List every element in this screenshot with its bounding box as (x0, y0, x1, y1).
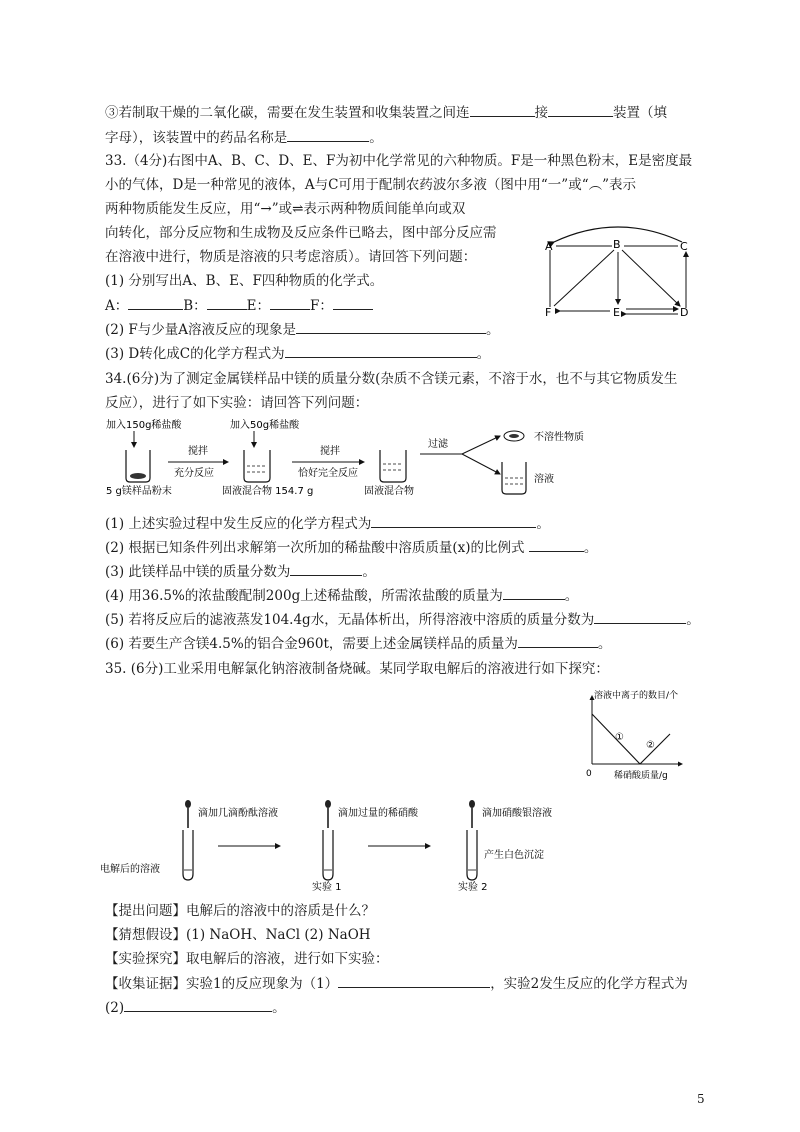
q34-experiment-figure (102, 414, 662, 498)
page-number: 5 (697, 1092, 705, 1106)
node-f: F (545, 306, 552, 319)
q32-text: 。 (369, 130, 383, 146)
add-hcl-150: 加入150g稀盐酸 (106, 420, 182, 431)
q35-label-2: (2) (105, 1000, 125, 1016)
q33-line1: 33.（4分)右图中A、B、C、D、E、F为初中化学常见的六种物质。F是一种黑色粉末，E是密度最 (105, 153, 693, 169)
answer-blank-a[interactable] (128, 296, 183, 310)
q33-sub3 (105, 344, 490, 363)
q35-evidence-2 (105, 998, 286, 1017)
answer-blank[interactable] (529, 538, 584, 552)
stir-2: 搅拌 (320, 446, 340, 457)
q34-line1: 34.(6分)为了测定金属镁样品中镁的质量分数(杂质不含镁元素，不溶于水，也不与其它物质发生 (105, 371, 678, 387)
dropper-2 (325, 800, 331, 828)
q34-sub5 (105, 610, 700, 629)
dropper-3 (469, 800, 475, 828)
answer-blank[interactable] (371, 514, 536, 528)
q32-text: 装置（填 (613, 105, 667, 121)
q32-line1 (105, 103, 667, 122)
mg-powder (130, 473, 146, 479)
react-2: 恰好完全反应 (298, 468, 358, 479)
period: 。 (272, 1000, 286, 1016)
q35-evidence-text: 【收集证据】实验1的反应现象为（1） (105, 976, 339, 992)
answer-blank[interactable] (548, 103, 613, 117)
label-b: B： (183, 298, 207, 314)
answer-blank[interactable] (338, 974, 490, 988)
q34-sub6-text: (6) 若要生产含镁4.5%的铝合金960t，需要上述金属镁样品的质量为 (105, 636, 518, 652)
q35-line1: 35. (6分)工业采用电解氯化钠溶液制备烧碱。某同学取电解后的溶液进行如下探究： (105, 661, 609, 677)
react-1: 充分反应 (174, 468, 214, 479)
filter-label: 过滤 (428, 439, 448, 450)
q32-text: 字母），该装置中的药品名称是 (105, 130, 288, 146)
test-tube-2 (323, 830, 333, 880)
period: 。 (564, 588, 579, 604)
mixture-2: 固液混合物 (364, 486, 414, 497)
branch-up (462, 436, 500, 454)
q33-sub2 (105, 320, 500, 339)
edge-b-f (554, 250, 614, 306)
solution-label: 溶液 (534, 474, 554, 485)
drop-phenolphthalein: 滴加几滴酚酞溶液 (198, 808, 278, 819)
q33-sub3-text: (3) D转化成C的化学方程式为 (105, 346, 285, 362)
test-tube-3 (467, 830, 477, 880)
q34-sub4 (105, 586, 578, 605)
answer-blank-b[interactable] (207, 296, 247, 310)
q32-line2 (105, 128, 383, 147)
q33-sub2-text: (2) F与少量A溶液反应的现象是 (105, 322, 297, 338)
node-d: D (680, 306, 689, 319)
y-axis-label: 溶液中离子的数目/个 (594, 691, 679, 701)
q33-line4: 向转化，部分反应物和生成物及反应条件已略去，图中部分反应需 (105, 225, 497, 241)
q33-line5: 在溶液中进行，物质是溶液的只考虑溶质）。请回答下列问题： (105, 249, 477, 265)
mark-2: ② (646, 740, 655, 751)
edge-b-d (622, 250, 680, 306)
answer-blank[interactable] (287, 128, 369, 142)
beaker-3 (380, 450, 406, 482)
stir-1: 搅拌 (188, 446, 208, 457)
q34-sub2-text: (2) 根据已知条件列出求解第一次所加的稀盐酸中溶质质量(x)的比例式 (105, 540, 525, 556)
answer-blank[interactable] (503, 586, 565, 600)
label-e: E： (246, 298, 271, 314)
x-axis-label: 稀硝酸质量/g (614, 771, 668, 781)
q34-line2: 反应），进行了如下实验：请回答下列问题： (105, 395, 369, 411)
q33-line3: 两种物质能发生反应，用“→”或⇌表示两种物质间能单向或双 (105, 201, 466, 217)
q34-sub3 (105, 562, 376, 581)
answer-blank[interactable] (290, 562, 362, 576)
q34-sub2 (105, 538, 597, 557)
exp1-label: 实验 1 (312, 882, 342, 892)
q32-text: ③若制取干燥的二氧化碳，需要在发生装置和收集装置之间连 (105, 105, 470, 121)
answer-blank-e[interactable] (270, 296, 310, 310)
q33-sub1: (1) 分别写出A、B、E、F四种物质的化学式。 (105, 273, 384, 289)
branch-down (462, 454, 500, 474)
q34-sub6 (105, 634, 611, 653)
node-e: E (613, 306, 620, 319)
period: 。 (583, 540, 598, 556)
q33-sub1-answers (105, 296, 373, 315)
q35-evidence-text2: ，实验2发生反应的化学方程式为 (490, 976, 688, 992)
period: 。 (486, 322, 500, 338)
add-hcl-50: 加入50g稀盐酸 (230, 420, 300, 431)
answer-blank[interactable] (594, 610, 686, 624)
start-solution-label: 电解后的溶液 (100, 864, 160, 875)
node-a: A (545, 240, 553, 253)
drop-silver-nitrate: 滴加硝酸银溶液 (482, 808, 552, 819)
q35-evidence (105, 974, 688, 993)
q35-apparatus (100, 796, 600, 892)
answer-blank-f[interactable] (333, 296, 373, 310)
mixture-1: 固液混合物 154.7 g (222, 486, 314, 497)
insoluble-solid (509, 434, 519, 438)
label-f: F： (310, 298, 333, 314)
period: 。 (597, 636, 612, 652)
q34-sub4-text: (4) 用36.5%的浓盐酸配制200g上述稀盐酸，所需浓盐酸的质量为 (105, 588, 503, 604)
q34-sub1-text: (1) 上述实验过程中发生反应的化学方程式为 (105, 516, 372, 532)
answer-blank[interactable] (296, 320, 486, 334)
q34-sub5-text: (5) 若将反应后的滤液蒸发104.4g水，无晶体析出，所得溶液中溶质的质量分数为 (105, 612, 595, 628)
node-b: B (613, 238, 621, 251)
q34-sub3-text: (3) 此镁样品中镁的质量分数为 (105, 564, 291, 580)
node-c: C (680, 240, 688, 253)
q35-question: 【提出问题】电解后的溶液中的溶质是什么？ (105, 903, 375, 919)
q33-line2: 小的气体，D是一种常见的液体，A与C可用于配制农药波尔多液（图中用“一”或“︵”表示 (105, 177, 637, 193)
period: 。 (686, 612, 700, 628)
q35-hypothesis: 【猜想假设】(1) NaOH、NaCl (2) NaOH (105, 927, 371, 943)
sample-label: 5 g镁样品粉末 (106, 486, 172, 497)
period: 。 (362, 564, 376, 580)
insoluble-label: 不溶性物质 (534, 432, 584, 443)
answer-blank[interactable] (124, 998, 272, 1012)
answer-blank[interactable] (518, 634, 598, 648)
answer-blank[interactable] (285, 344, 477, 358)
period: 。 (536, 516, 550, 532)
white-precipitate-label: 产生白色沉淀 (484, 850, 544, 861)
q35-experiment: 【实验探究】取电解后的溶液，进行如下实验： (105, 951, 389, 967)
exp2-label: 实验 2 (458, 882, 488, 892)
answer-blank[interactable] (470, 103, 535, 117)
q32-text: 接 (534, 105, 548, 121)
period: 。 (476, 346, 491, 362)
label-a: A： (105, 298, 129, 314)
origin-label: 0 (586, 769, 592, 779)
q33-relationship-diagram (540, 222, 700, 324)
mark-1: ① (615, 732, 624, 743)
test-tube-1 (183, 830, 193, 880)
dropper-1 (185, 800, 191, 828)
drop-nitric-acid: 滴加过量的稀硝酸 (338, 808, 418, 819)
curve-2 (640, 734, 670, 764)
q35-ion-graph (578, 688, 690, 784)
q34-sub1 (105, 514, 550, 533)
